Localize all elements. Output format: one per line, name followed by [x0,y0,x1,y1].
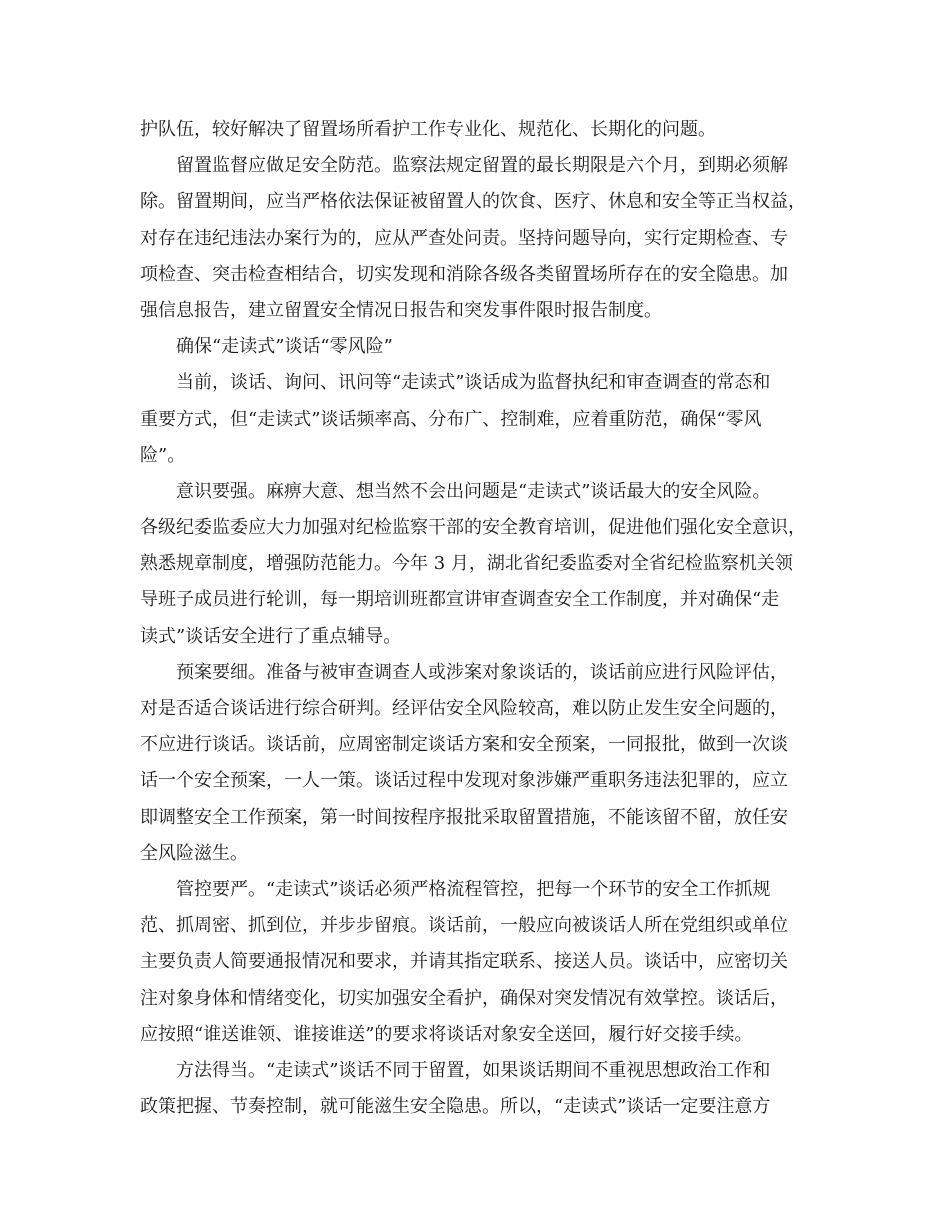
body-line: 导班子成员进行轮训，每一期培训班都宣讲审查调查安全工作制度，并对确保“走 [140,589,780,611]
body-line: 对是否适合谈话进行综合研判。经评估安全风险较高，难以防止发生安全问题的， [140,698,788,719]
body-line: 强信息报告，建立留置安全情况日报告和突发事件限时报告制度。 [140,299,662,321]
body-line: 读式”谈话安全进行了重点辅导。 [140,625,402,647]
body-line: 政策把握、节奏控制，就可能滋生安全隐患。所以，“走读式”谈话一定要注意方 [140,1096,771,1118]
body-line: 不应进行谈话。谈话前，应周密制定谈话方案和安全预案，一同报批，做到一次谈 [140,734,788,756]
body-line: 主要负责人简要通报情况和要求，并请其指定联系、接送人员。谈话中，应密切关 [140,951,788,973]
body-line: 对存在违纪违法办案行为的，应从严查处问责。坚持问题导向，实行定期检查、专 [140,227,788,249]
paragraph-start-line: 意识要强。麻痹大意、想当然不会出问题是“走读式”谈话最大的安全风险。 [176,480,771,502]
paragraph-start-line: 方法得当。“走读式”谈话不同于留置，如果谈话期间不重视思想政治工作和 [176,1059,771,1081]
body-line: 即调整安全工作预案，第一时间按程序报批采取留置措施，不能该留不留，放任安 [140,806,788,828]
paragraph-start-line: 当前，谈话、询问、讯问等“走读式”谈话成为监督执纪和审查调查的常态和 [176,372,771,394]
section-heading: 确保“走读式”谈话“零风险” [176,336,393,358]
body-line: 项检查、突击检查相结合，切实发现和消除各级各类留置场所存在的安全隐患。加 [140,263,788,285]
body-line: 范、抓周密、抓到位，并步步留痕。谈话前，一般应向被谈话人所在党组织或单位 [140,915,788,937]
body-line: 熟悉规章制度，增强防范能力。今年 3 月，湖北省纪委监委对全省纪检监察机关领 [140,553,793,575]
document-body [140,112,820,1125]
body-line: 注对象身体和情绪变化，切实加强安全看护，确保对突发情况有效掌控。谈话后， [140,987,788,1009]
body-line: 险”。 [140,444,186,466]
body-line: 应按照“谁送谁领、谁接谁送”的要求将谈话对象安全送回，履行好交接手续。 [140,1023,753,1045]
body-line: 除。留置期间，应当严格依法保证被留置人的饮食、医疗、休息和安全等正当权益， [140,191,806,213]
body-line: 各级纪委监委应大力加强对纪检监察干部的安全教育培训，促进他们强化安全意识， [140,517,806,539]
body-line: 重要方式，但“走读式”谈话频率高、分布广、控制难，应着重防范，确保“零风 [140,408,762,430]
body-line: 话一个安全预案，一人一策。谈话过程中发现对象涉嫌严重职务违法犯罪的，应立 [140,770,788,792]
paragraph-start-line: 留置监督应做足安全防范。监察法规定留置的最长期限是六个月，到期必须解 [176,155,788,177]
body-line: 全风险滋生。 [140,842,248,864]
paragraph-start-line: 管控要严。“走读式”谈话必须严格流程管控，把每一个环节的安全工作抓规 [176,878,771,900]
body-line: 护队伍，较好解决了留置场所看护工作专业化、规范化、长期化的问题。 [140,119,716,140]
paragraph-start-line: 预案要细。准备与被审查调查人或涉案对象谈话的，谈话前应进行风险评估， [176,661,788,683]
